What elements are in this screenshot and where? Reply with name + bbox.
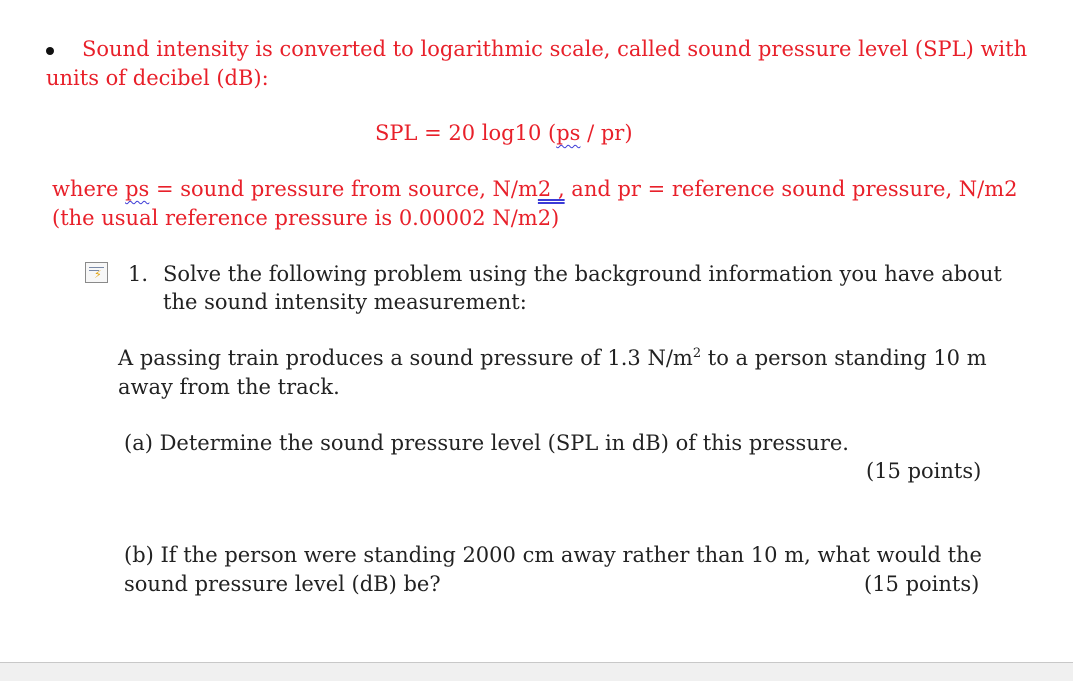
where-m2-underlined: 2 , — [537, 177, 565, 201]
problem-text-a: A passing train produces a sound pressure of 1.3 N/m — [118, 346, 693, 370]
problem-line-1 — [118, 346, 987, 370]
where-w2: = sound pressure from source, N/m — [149, 177, 538, 201]
where-w3: and pr = reference sound pressure, N/m2 — [564, 177, 1018, 201]
intro-line-1: Sound intensity is converted to logarithmic scale, called sound pressure level (SPL) with — [82, 37, 1028, 61]
formula-prefix: SPL = 20 log10 ( — [375, 121, 557, 145]
where-w1: where — [52, 177, 126, 201]
question-line-1: Solve the following problem using the background information you have about — [163, 262, 1002, 286]
where-line-2: (the usual reference pressure is 0.00002 N/m2) — [52, 206, 560, 230]
bullet-point — [46, 47, 54, 55]
status-bar — [0, 662, 1073, 681]
formula-ps: ps — [556, 121, 581, 145]
part-b-line-2: sound pressure level (dB) be? — [124, 572, 441, 596]
part-a-points: (15 points) — [866, 459, 982, 483]
part-b-line-1: (b) If the person were standing 2000 cm away rather than 10 m, what would the — [124, 543, 982, 567]
where-ps: ps — [125, 177, 150, 201]
problem-line-2: away from the track. — [118, 375, 340, 399]
part-a-text: (a) Determine the sound pressure level (SPL in dB) of this pressure. — [124, 431, 849, 455]
superscript-2: 2 — [692, 346, 702, 361]
intro-line-2: units of decibel (dB): — [46, 66, 269, 90]
problem-text-b: to a person standing 10 m — [701, 346, 987, 370]
where-line-1 — [52, 177, 1018, 201]
question-line-2: the sound intensity measurement: — [163, 290, 527, 314]
comment-note-icon[interactable]: ⚡ — [85, 262, 108, 283]
part-b-points: (15 points) — [864, 572, 980, 596]
formula-suffix: / pr) — [580, 121, 633, 145]
spl-formula — [375, 121, 633, 145]
question-number: 1. — [128, 262, 149, 286]
